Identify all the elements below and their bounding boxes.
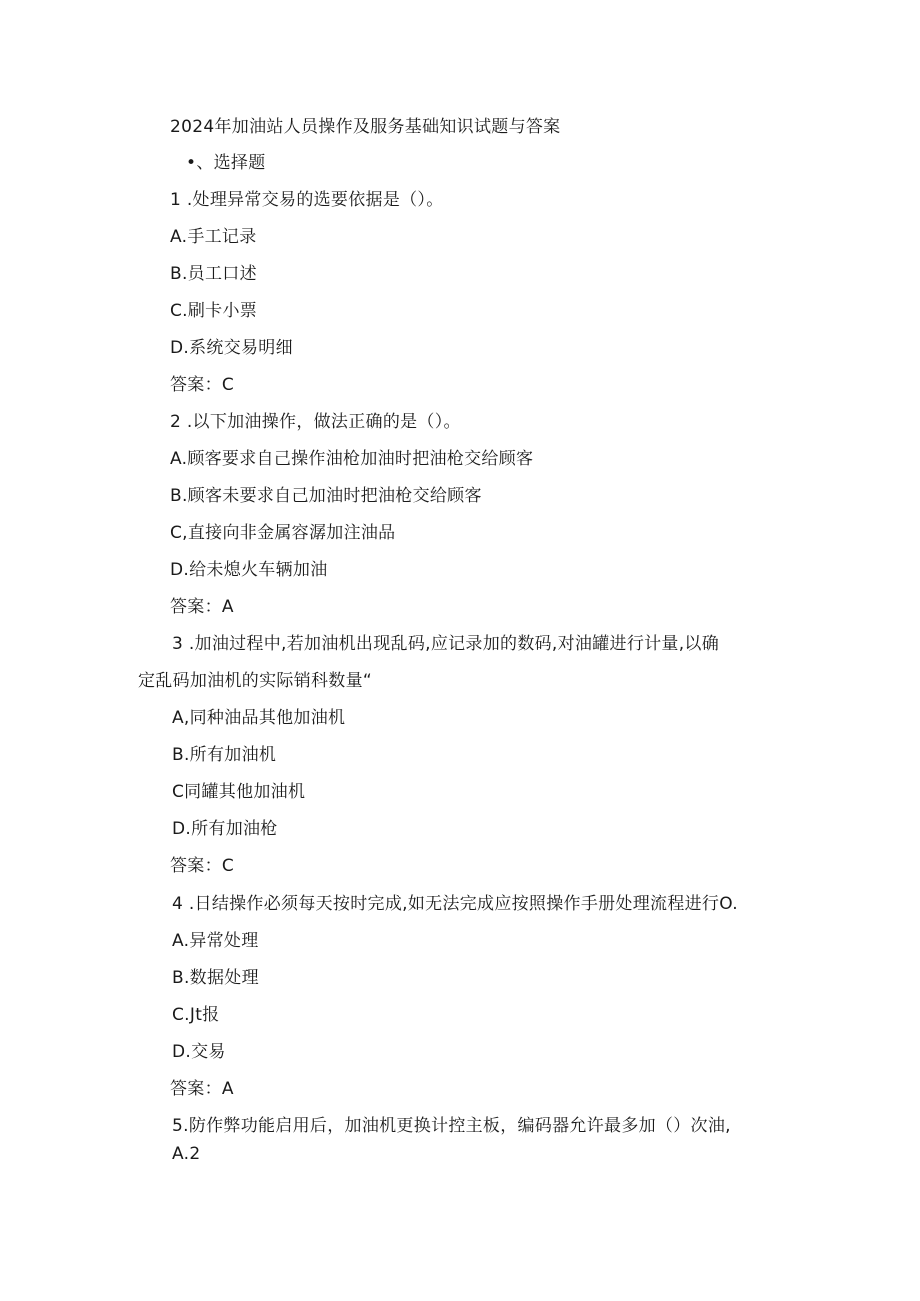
question-4-answer: 答案：A xyxy=(170,1079,234,1099)
question-1-option-b: B.员工口述 xyxy=(170,264,257,284)
question-2-option-b: B.顾客未要求自己加油时把油枪交给顾客 xyxy=(170,486,482,506)
question-1-option-d: D.系统交易明细 xyxy=(170,338,293,358)
question-4-option-d: D.交易 xyxy=(172,1042,226,1062)
question-3-stem-line-1: 3 .加油过程中,若加油机出现乱码,应记录加的数码,对油罐进行计量,以确 xyxy=(172,634,720,654)
question-1-answer: 答案：C xyxy=(170,375,235,395)
question-4-stem: 4 .日结操作必须每天按时完成,如无法完成应按照操作手册处理流程进行O. xyxy=(172,894,738,914)
question-4-option-b: B.数据处理 xyxy=(172,968,259,988)
question-3-option-b: B.所有加油机 xyxy=(172,745,277,765)
question-4-option-a: A.异常处理 xyxy=(172,931,259,951)
question-1-stem: 1 .处理异常交易的选要依据是（）。 xyxy=(170,190,444,210)
question-2-option-a: A.顾客要求自己操作油枪加油时把油枪交给顾客 xyxy=(170,449,534,469)
question-3-stem-line-2: 定乱码加油机的实际销科数量“ xyxy=(138,671,373,691)
question-5-stem: 5.防作弊功能启用后，加油机更换计控主板，编码器允许最多加（）次油, xyxy=(172,1116,731,1136)
question-1-option-a: A.手工记录 xyxy=(170,227,257,247)
question-2-option-d: D.给未熄火车辆加油 xyxy=(170,560,328,580)
question-3-option-c: C同罐其他加油机 xyxy=(172,782,306,802)
question-2-stem: 2 .以下加油操作，做法正确的是（）。 xyxy=(170,412,461,432)
question-1-option-c: C.刷卡小票 xyxy=(170,301,258,321)
question-3-answer: 答案：C xyxy=(170,856,235,876)
question-3-option-a: A,同种油品其他加油机 xyxy=(172,708,346,728)
question-4-option-c: C.Jt报 xyxy=(172,1005,220,1025)
question-2-answer: 答案：A xyxy=(170,597,234,617)
section-heading: •、选择题 xyxy=(186,153,266,173)
document-title: 2024年加油站人员操作及服务基础知识试题与答案 xyxy=(170,117,561,137)
question-5-option-a: A.2 xyxy=(172,1144,201,1164)
question-2-option-c: C,直接向非金属容潺加注油品 xyxy=(170,523,396,543)
question-3-option-d: D.所有加油枪 xyxy=(172,819,278,839)
